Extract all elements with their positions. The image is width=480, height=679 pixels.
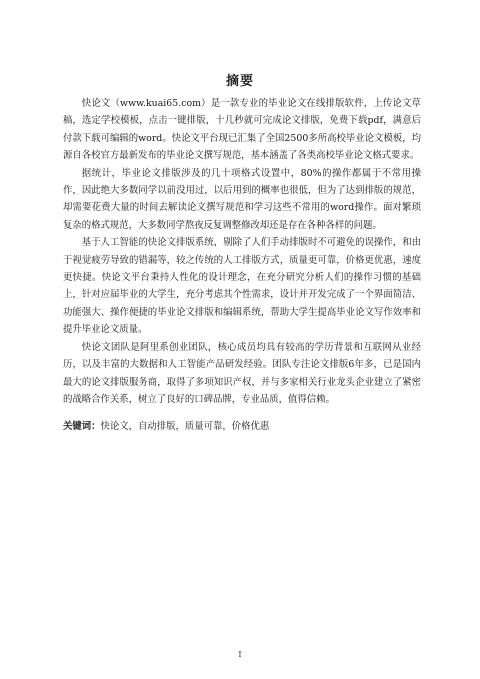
abstract-paragraph-2: 据统计，毕业论文排版涉及的几十项格式设置中，80%的操作都属于不常用操作，因此绝大多数同学以前没用过，以后用到的概率也很低，但为了达到排版的规范，却需要花费大量的时间去解读论文撰写规范和学习这些不常用的word操作。面对繁琐复杂的格式规范，大多数同学熬夜反复调整修改却还是存在各种各样的问题。	[63, 167, 421, 231]
keywords-label: 关键词：	[63, 421, 101, 433]
abstract-paragraph-3: 基于人工智能的快论文排版系统，剔除了人们手动排版时不可避免的误操作，和由于视觉疲劳导致的错漏等，较之传统的人工排版方式，质量更可靠，价格更优惠，速度更快捷。快论文平台秉持人性化的设计理念，在充分研究分析人们的操作习惯的基础上，针对应届毕业的大学生，充分考虑其个性需求，设计并开发完成了一个界面简洁、功能强大、操作便捷的毕业论文排版和编辑系统，帮助大学生提高毕业论文写作效率和提升毕业论文质量。	[63, 237, 421, 336]
abstract-body	[63, 95, 421, 436]
abstract-paragraph-4: 快论文团队是阿里系创业团队，核心成员均具有较高的学历背景和互联网从业经历，以及丰富的大数据和人工智能产品研发经验。团队专注论文排版6年多，已是国内最大的论文排版服务商，取得了多项知识产权，并与多家相关行业龙头企业建立了紧密的战略合作关系，树立了良好的口碑品牌，专业品质，值得信赖。	[63, 341, 421, 405]
abstract-paragraph-1: 快论文（www.kuai65.com）是一款专业的毕业论文在线排版软件，上传论文草稿，选定学校模板，点击一键排版，十几秒就可完成论文排版，免费下载pdf，满意后付款下载可编辑的word。快论文平台现已汇集了全国2500多所高校毕业论文模板，均源自各校官方最新发布的毕业论文撰写规范，基本涵盖了各类高校毕业论文格式要求。	[63, 98, 421, 162]
keywords-text: 快论文，自动排版，质量可靠，价格优惠	[100, 421, 270, 433]
keywords-line	[63, 418, 421, 435]
abstract-title: 摘要	[225, 74, 254, 89]
page-number: I	[238, 650, 242, 659]
